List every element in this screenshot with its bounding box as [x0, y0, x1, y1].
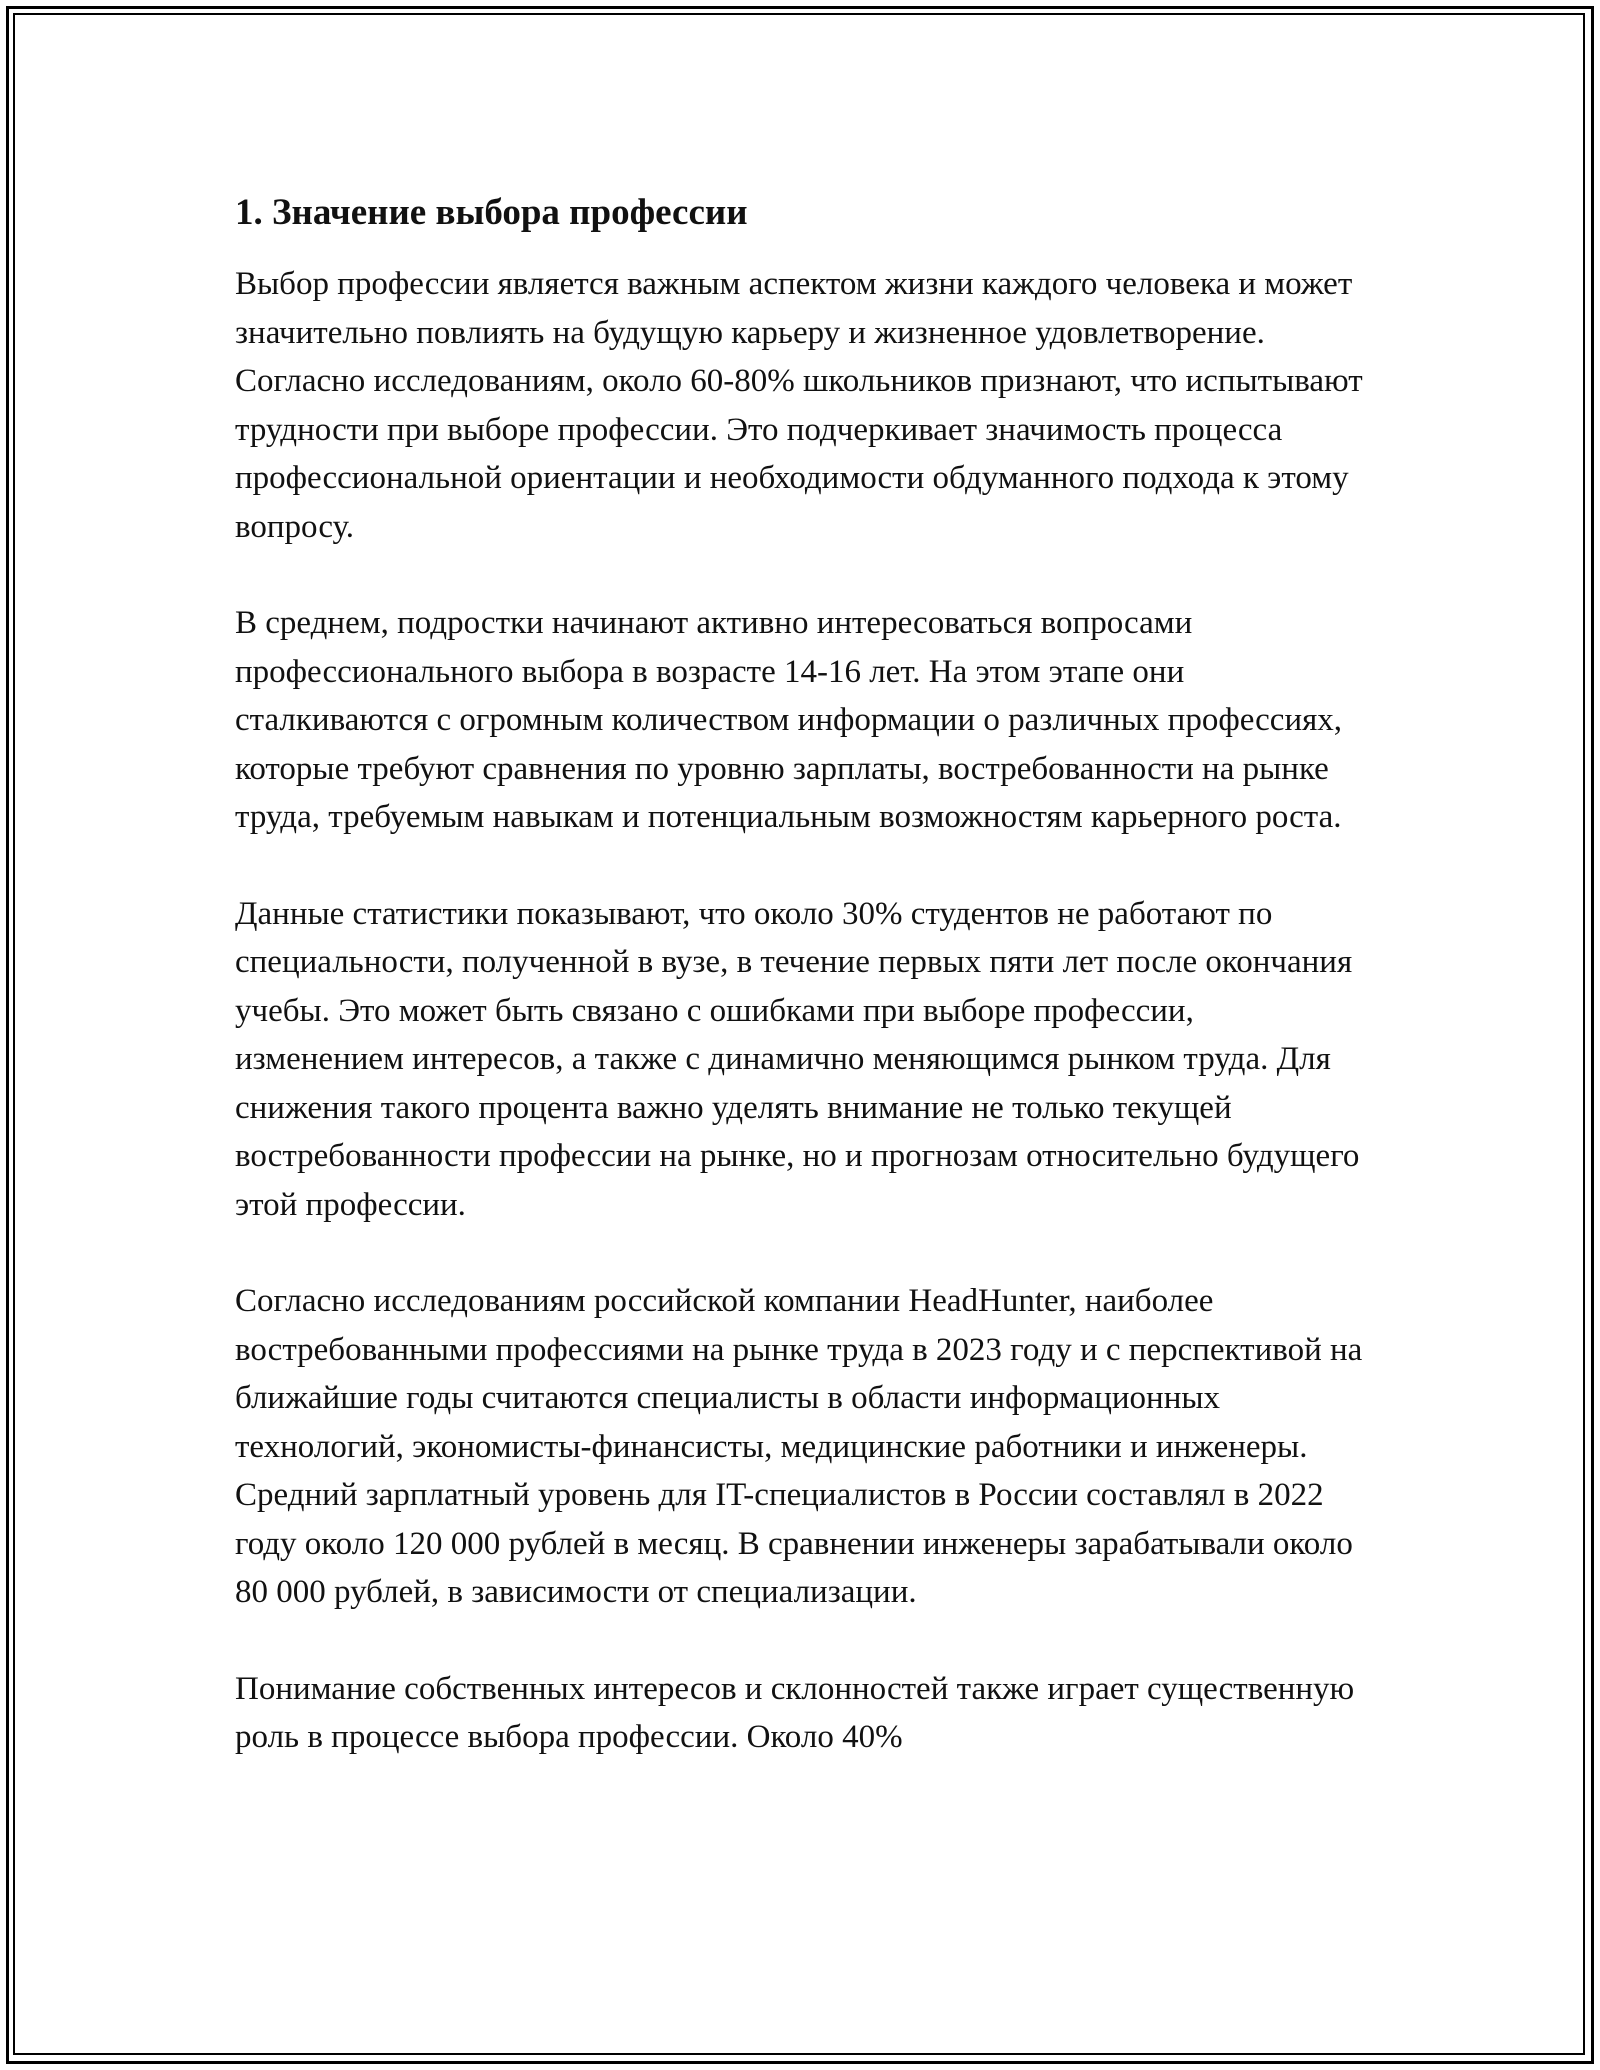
paragraph-4: Согласно исследованиям российской компании HeadHunter, наиболее востребованными профессиями на рынке труда в 2023 году и с перспективой на ближайшие годы считаются специалисты в области информационных технологий, экономисты-финансисты, медицинские работники и инженеры. Средний зарплатный уровень для IT-специалистов в России составлял в 2022 году около 120 000 рублей в месяц. В сравнении инженеры зарабатывали около 80 000 рублей, в зависимости от специализации. — [235, 1283, 1363, 1610]
paragraph-1: Выбор профессии является важным аспектом жизни каждого человека и может значительно повлиять на будущую карьеру и жизненное удовлетворение. Согласно исследованиям, около 60-80% школьников признают, что испытывают трудности при выборе профессии. Это подчеркивает значимость процесса профессиональной ориентации и необходимости обдуманного подхода к этому вопросу. — [235, 266, 1363, 545]
document-body — [235, 188, 1365, 1810]
section-heading: 1. Значение выбора профессии — [235, 192, 748, 233]
paragraph-3: Данные статистики показывают, что около 30% студентов не работают по специальности, полученной в вузе, в течение первых пяти лет после окончания учебы. Это может быть связано с ошибками при выборе профессии, изменением интересов, а также с динамично меняющимся рынком труда. Для снижения такого процента важно уделять внимание не только текущей востребованности профессии на рынке, но и прогнозам относительно будущего этой профессии. — [235, 895, 1360, 1223]
paragraph-2: В среднем, подростки начинают активно интересоваться вопросами профессионального выбора в возрасте 14-16 лет. На этом этапе они сталкиваются с огромным количеством информации о различных профессиях, которые требуют сравнения по уровню зарплаты, востребованности на рынке труда, требуемым навыкам и потенциальным возможностям карьерного роста. — [235, 605, 1343, 835]
paragraph-5: Понимание собственных интересов и склонностей также играет существенную роль в процессе выбора профессии. Около 40% — [235, 1670, 1355, 1755]
